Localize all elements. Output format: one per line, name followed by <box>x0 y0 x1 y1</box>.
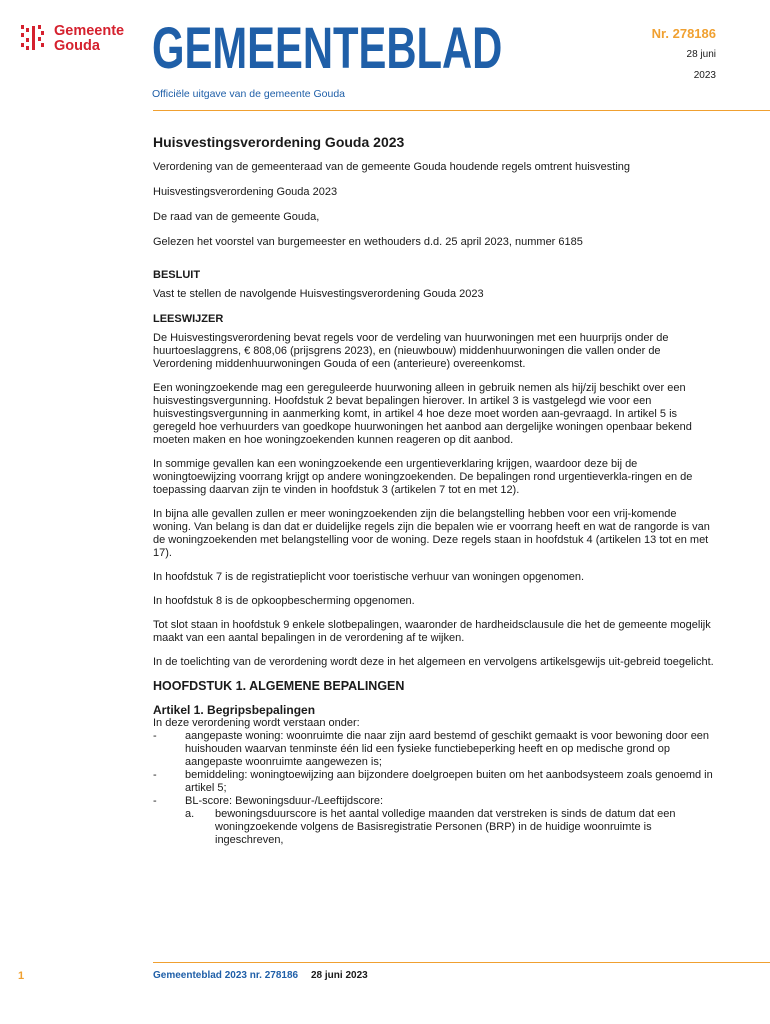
intro-line-3: De raad van de gemeente Gouda, <box>153 211 320 223</box>
masthead-title: GEMEENTEBLAD <box>152 16 503 81</box>
leeswijzer-paragraph: Tot slot staan in hoofdstuk 9 enkele slotbepalingen, waaronder de hardheidsclausule die het de gemeente mogelijk maakt van een aantal bepalingen in de verordening af te wijken. <box>153 619 711 644</box>
gouda-logo <box>20 24 140 54</box>
gouda-coat-icon <box>20 24 46 52</box>
leeswijzer-paragraph: Een woningzoekende mag een gereguleerde huurwoning alleen in gebruik nemen als hij/zij beschikt over een huisvestingsvergunning. Hoofdstuk 2 bevat bepalingen hierover. In artikel 3 is vastgelegd wie voor een huisvestingsvergunning in aanmerking komt, in artikel 4 hoe deze moet worden aan-gevraagd. In artikel 5 is geregeld hoe verhuurders van goedkope huurwoningen het aanbod aan dergelijke woningen openbaar bekend moeten maken en hoe woningzoekenden kunnen reageren op dit aanbod. <box>153 382 692 446</box>
besluit-text: Vast te stellen de navolgende Huisvestingsverordening Gouda 2023 <box>153 288 484 300</box>
leeswijzer-paragraph: In hoofdstuk 8 is de opkoopbescherming opgenomen. <box>153 595 415 607</box>
logo-text <box>54 24 124 54</box>
issue-number: Nr. 278186 <box>651 26 716 41</box>
definition-item <box>153 795 716 808</box>
intro-line-4: Gelezen het voorstel van burgemeester en wethouders d.d. 25 april 2023, nummer 6185 <box>153 236 583 248</box>
sub-definition-text: bewoningsduurscore is het aantal volledige maanden dat verstreken is sinds de datum dat een woningzoekende volgens de Basisregistratie Personen (BRP) in de huidige woonruimte is ingeschreven, <box>215 808 676 846</box>
intro-line-2: Huisvestingsverordening Gouda 2023 <box>153 186 338 198</box>
leeswijzer-paragraph: In de toelichting van de verordening wordt deze in het algemeen en vervolgens artikelsgewijs uit-gebreid toegelicht. <box>153 656 714 668</box>
definition-text: bemiddeling: woningtoewijzing aan bijzondere doelgroepen buiten om het aanbodsysteem zoals genoemd in artikel 5; <box>185 769 713 794</box>
definition-text: BL-score: Bewoningsduur-/Leeftijdscore: <box>185 795 384 807</box>
article-heading: Artikel 1. Begripsbepalingen <box>153 703 316 717</box>
footer-date: 28 juni 2023 <box>311 970 368 981</box>
leeswijzer-paragraph: In sommige gevallen kan een woningzoekende een urgentieverklaring krijgen, waardoor deze bij de woningtoewijzing voorrang krijgt op andere woningzoekenden. De bepalingen rond urgentieverkla-ringen en de toepassing daarvan zijn te vinden in hoofdstuk 3 (artikelen 7 tot en met 12). <box>153 458 693 496</box>
definition-text: aangepaste woning: woonruimte die naar zijn aard bestemd of geschikt gemaakt is voor bewoning door een huishouden waarvan tenminste één lid een fysieke functiebeperking heeft en op medische grond op aangepaste woonruimte aangewezen is; <box>185 730 710 768</box>
leeswijzer-paragraph: De Huisvestingsverordening bevat regels voor de verdeling van huurwoningen met een huurprijs onder de huurtoeslaggrens, € 808,06 (prijsgrens 2023), en (nieuwbouw) middenhuurwoningen die vallen onder de Verordening middenhuurwoningen Gouda of een (anterieure) overeenkomst. <box>153 332 669 370</box>
footer-divider <box>153 962 770 963</box>
header-divider <box>153 110 770 111</box>
list-dash: - <box>153 769 157 781</box>
besluit-heading: BESLUIT <box>153 269 201 281</box>
list-letter: a. <box>185 808 195 820</box>
list-dash: - <box>153 795 157 807</box>
leeswijzer-paragraph: In hoofdstuk 7 is de registratieplicht voor toeristische verhuur van woningen opgenomen. <box>153 571 585 583</box>
definition-item <box>153 769 716 795</box>
leeswijzer-heading: LEESWIJZER <box>153 313 224 325</box>
footer-publication: Gemeenteblad 2023 nr. 278186 <box>153 970 299 981</box>
leeswijzer-paragraph: In bijna alle gevallen zullen er meer woningzoekenden zijn die belangstelling hebben voor een vrij-komende woning. Van belang is dan dat er duidelijke regels zijn die bepalen wie er voorrang heeft en wat de rangorde is van de woningzoekenden met belangstelling voor de woning. Deze regels staan in hoofdstuk 4 (artikelen 13 tot en met 17). <box>153 508 710 559</box>
chapter-heading: HOOFDSTUK 1. ALGEMENE BEPALINGEN <box>153 679 405 693</box>
issue-date: 28 juni <box>686 49 716 60</box>
document-title: Huisvestingsverordening Gouda 2023 <box>153 134 405 150</box>
sub-definition-item <box>153 808 716 847</box>
issue-year: 2023 <box>693 70 716 81</box>
document-body <box>153 134 716 847</box>
masthead-subtitle: Officiële uitgave van de gemeente Gouda <box>152 88 346 100</box>
logo-line2: Gouda <box>54 38 100 54</box>
page-number: 1 <box>18 970 25 982</box>
definition-item <box>153 730 716 769</box>
logo-line1: Gemeente <box>54 23 125 39</box>
intro-line-1: Verordening van de gemeenteraad van de gemeente Gouda houdende regels omtrent huisvesting <box>153 161 631 173</box>
article-intro: In deze verordening wordt verstaan onder: <box>153 717 360 729</box>
list-dash: - <box>153 730 157 742</box>
